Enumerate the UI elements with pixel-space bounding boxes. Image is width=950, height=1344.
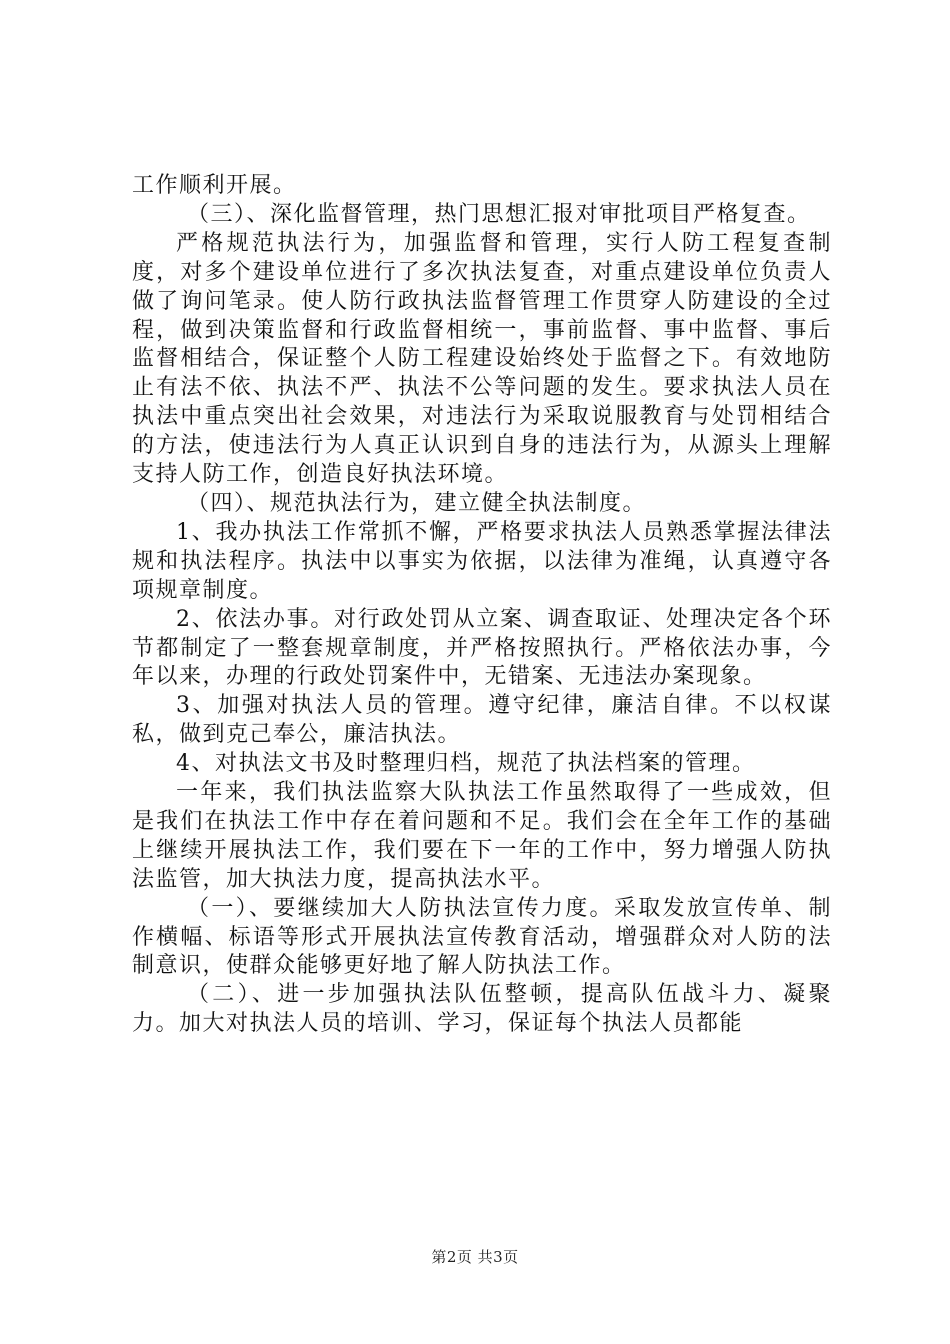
page-footer: 第2页 共3页 xyxy=(431,1248,519,1266)
list-item-1: 1、我办执法工作常抓不懈，严格要求执法人员熟悉掌握法律法规和执法程序。执法中以事实为依据，以法律为准绳，认真遵守各项规章制度。 xyxy=(132,519,832,603)
section-heading-3: （三）、深化监督管理，热门思想汇报对审批项目严格复查。 xyxy=(187,201,811,227)
plan-item-2: （二）、进一步加强执法队伍整顿，提高队伍战斗力、凝聚力。加大对执法人员的培训、学习，保证每个执法人员都能 xyxy=(132,982,832,1037)
list-item-3: 3、加强对执法人员的管理。遵守纪律，廉洁自律。不以权谋私，做到克己奉公，廉洁执法。 xyxy=(132,693,832,748)
paragraph-supervision: 严格规范执法行为，加强监督和管理，实行人防工程复查制度，对多个建设单位进行了多次执法复查，对重点建设单位负责人做了询问笔录。使人防行政执法监督管理工作贯穿人防建设的全过程，做到决策监督和行政监督相统一，事前监督、事中监督、事后监督相结合，保证整个人防工程建设始终处于监督之下。有效地防止有法不依、执法不严、执法不公等问题的发生。要求执法人员在执法中重点突出社会效果，对违法行为采取说服教育与处罚相结合的方法，使违法行为人真正认识到自身的违法行为，从源头上理解支持人防工作，创造良好执法环境。 xyxy=(132,230,832,488)
paragraph-summary: 一年来，我们执法监察大队执法工作虽然取得了一些成效，但是我们在执法工作中存在着问题和不足。我们会在全年工作的基础上继续开展执法工作，我们要在下一年的工作中，努力增强人防执法监管，加大执法力度，提高执法水平。 xyxy=(132,780,832,892)
document-body xyxy=(132,172,832,1039)
paragraph-continuation: 工作顺利开展。 xyxy=(132,173,297,198)
list-item-2: 2、依法办事。对行政处罚从立案、调查取证、处理决定各个环节都制定了一整套规章制度，并严格按照执行。严格依法办事，今年以来，办理的行政处罚案件中，无错案、无违法办案现象。 xyxy=(132,606,832,690)
list-item-4: 4、对执法文书及时整理归档，规范了执法档案的管理。 xyxy=(176,751,756,777)
section-heading-4: （四）、规范执法行为，建立健全执法制度。 xyxy=(187,490,647,516)
plan-item-1: （一）、要继续加大人防执法宣传力度。采取发放宣传单、制作横幅、标语等形式开展执法宣传教育活动，增强群众对人防的法制意识，使群众能够更好地了解人防执法工作。 xyxy=(132,895,832,979)
